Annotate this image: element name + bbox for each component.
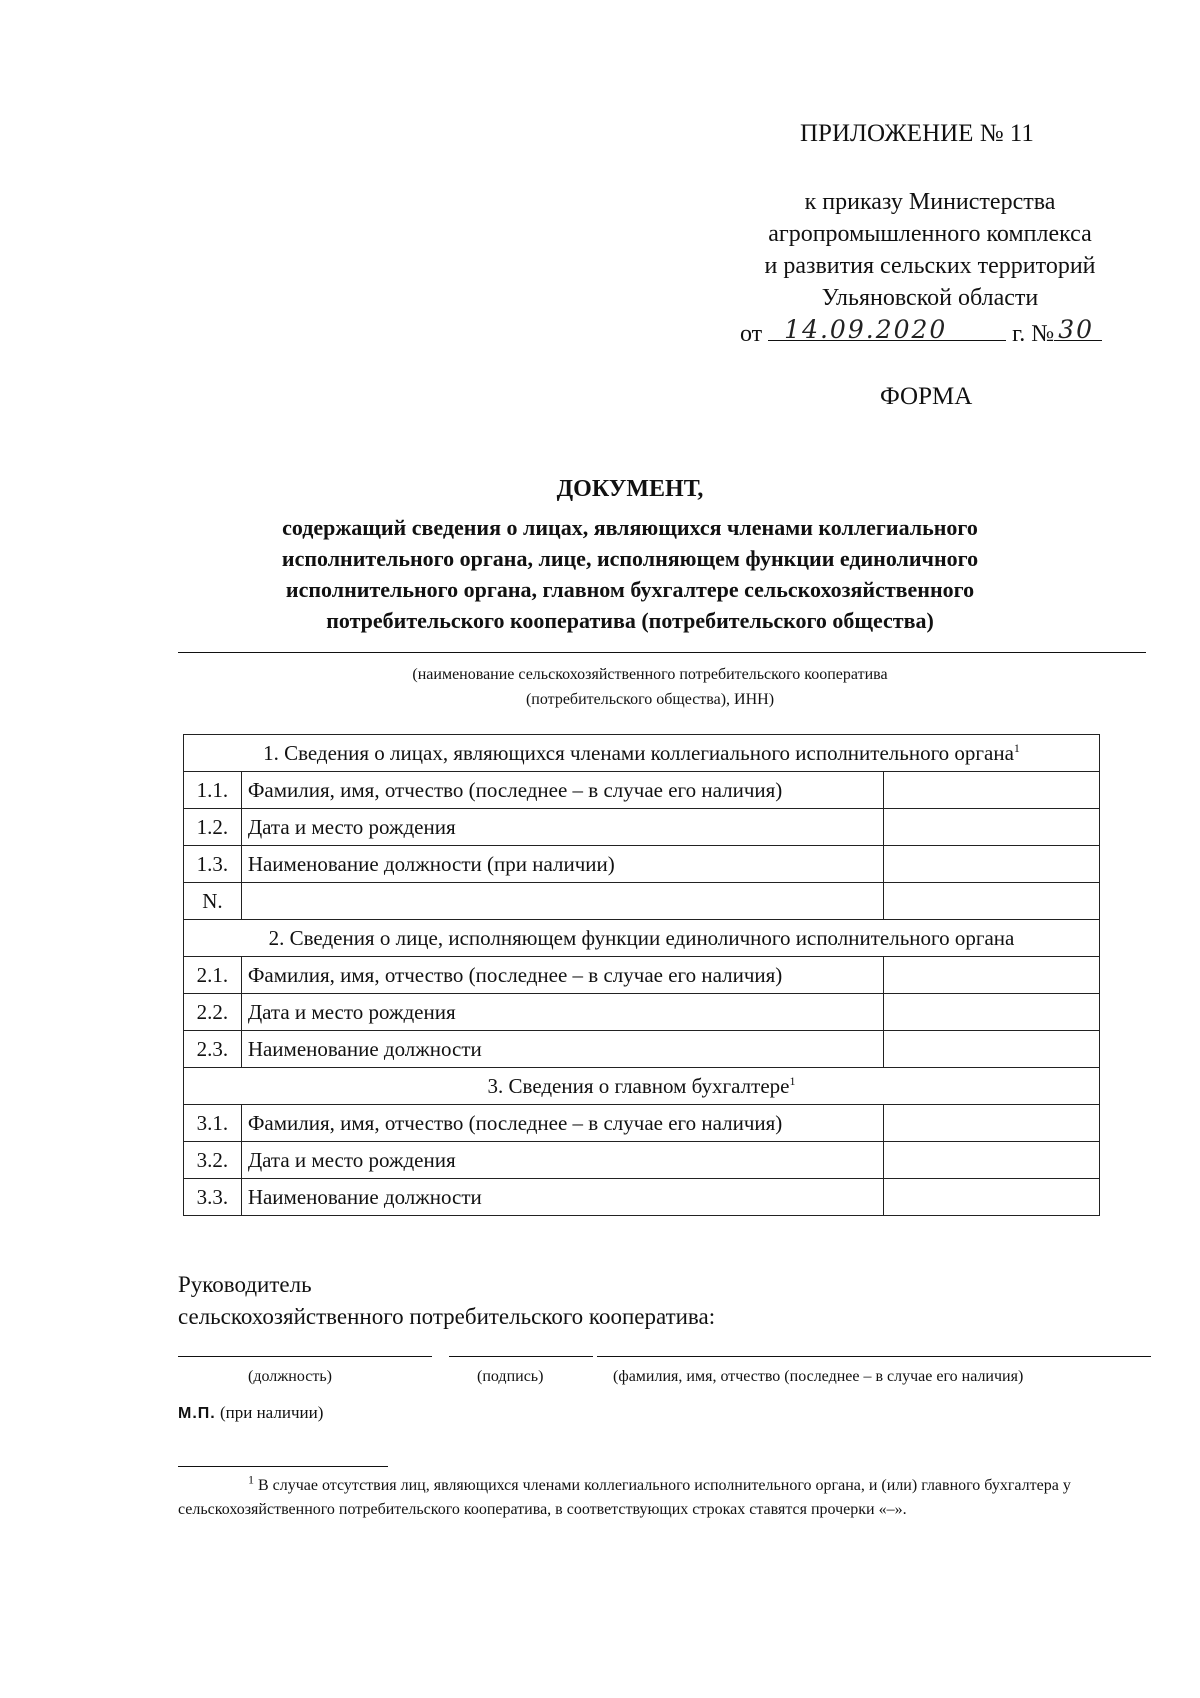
- table-row: [184, 846, 1100, 883]
- row-number: 2.1.: [184, 957, 242, 994]
- row-number: N.: [184, 883, 242, 920]
- section-title: 3. Сведения о главном бухгалтере$^1$: [184, 1068, 1100, 1105]
- section-title: 2. Сведения о лице, исполняющем функции единоличного исполнительного органа: [184, 920, 1100, 957]
- order-line: и развития сельских территорий: [764, 253, 1096, 279]
- value-cell[interactable]: [883, 994, 1099, 1031]
- footnote: [178, 1474, 1158, 1522]
- table-row: [184, 957, 1100, 994]
- row-label: Дата и место рождения: [241, 809, 883, 846]
- row-number: 3.3.: [184, 1179, 242, 1216]
- table-row: [184, 1031, 1100, 1068]
- order-reference: [720, 186, 1140, 314]
- section-header-row: [184, 735, 1100, 772]
- stamp-place: [178, 1403, 323, 1423]
- caption-line: (потребительского общества), ИНН): [525, 691, 775, 708]
- row-label: Фамилия, имя, отчество (последнее – в случае его наличия): [241, 957, 883, 994]
- row-label: Фамилия, имя, отчество (последнее – в случае его наличия): [241, 1105, 883, 1142]
- row-number: 3.2.: [184, 1142, 242, 1179]
- table-row: [184, 772, 1100, 809]
- row-number: 1.3.: [184, 846, 242, 883]
- section-header-row: [184, 1068, 1100, 1105]
- footnote-mark: 1: [248, 1472, 254, 1487]
- table-row: [184, 883, 1100, 920]
- row-label: Наименование должности: [241, 1179, 883, 1216]
- order-date-line: [740, 314, 1102, 348]
- row-number: 3.1.: [184, 1105, 242, 1142]
- subtitle-line: исполнительного органа, главном бухгалтере сельскохозяйственного: [285, 577, 975, 602]
- number-field: [1054, 314, 1102, 344]
- value-cell[interactable]: [883, 1142, 1099, 1179]
- value-cell[interactable]: [883, 1105, 1099, 1142]
- position-caption: (должность): [248, 1368, 332, 1385]
- table-row: [184, 1179, 1100, 1216]
- date-field: [768, 314, 1006, 344]
- value-cell[interactable]: [883, 809, 1099, 846]
- value-cell[interactable]: [883, 1179, 1099, 1216]
- handwritten-date: 14.09.2020: [784, 315, 948, 344]
- row-label: Дата и место рождения: [241, 994, 883, 1031]
- row-number: 1.1.: [184, 772, 242, 809]
- head-organization: сельскохозяйственного потребительского кооператива:: [178, 1304, 716, 1329]
- head-title: Руководитель: [178, 1272, 312, 1297]
- row-label: Наименование должности: [241, 1031, 883, 1068]
- full-name-line: [597, 1356, 1151, 1357]
- handwritten-number: 30: [1058, 315, 1095, 344]
- caption-line: (наименование сельскохозяйственного потребительского кооператива: [412, 666, 888, 683]
- organization-name-caption: [330, 662, 970, 712]
- table-row: [184, 1142, 1100, 1179]
- stamp-abbreviation: М.П.: [178, 1405, 216, 1422]
- footnote-ref: 1: [789, 1073, 796, 1088]
- full-name-caption: (фамилия, имя, отчество (последнее – в случае его наличия): [613, 1368, 1024, 1385]
- signature-caption: (подпись): [477, 1368, 544, 1385]
- position-signature-line: [178, 1356, 432, 1357]
- subtitle-line: исполнительного органа, лице, исполняющем функции единоличного: [281, 546, 979, 571]
- information-table: [183, 734, 1100, 1216]
- date-prefix: от: [740, 321, 763, 347]
- table-row: [184, 809, 1100, 846]
- value-cell[interactable]: [883, 772, 1099, 809]
- document-title: ДОКУМЕНТ,: [556, 476, 704, 502]
- year-number-label: г. №: [1012, 321, 1055, 347]
- footnote-text: В случае отсутствия лиц, являющихся членами коллегиального исполнительного органа, и (или) главного бухгалтера у сельскохозяйственного потребительского кооператива, в соответствующих строках ставятся прочерки «–».: [178, 1477, 1071, 1518]
- footnote-separator: [178, 1466, 388, 1467]
- section-header-row: [184, 920, 1100, 957]
- row-label: [241, 883, 883, 920]
- table-row: [184, 1105, 1100, 1142]
- row-number: 2.2.: [184, 994, 242, 1031]
- row-number: 1.2.: [184, 809, 242, 846]
- stamp-note: (при наличии): [219, 1403, 324, 1422]
- row-label: Наименование должности (при наличии): [241, 846, 883, 883]
- value-cell[interactable]: [883, 957, 1099, 994]
- order-line: к приказу Министерства: [804, 189, 1056, 215]
- document-subtitle: [150, 512, 1110, 636]
- row-number: 2.3.: [184, 1031, 242, 1068]
- signature-line: [449, 1356, 593, 1357]
- value-cell[interactable]: [883, 1031, 1099, 1068]
- row-label: Дата и место рождения: [241, 1142, 883, 1179]
- row-label: Фамилия, имя, отчество (последнее – в случае его наличия): [241, 772, 883, 809]
- value-cell[interactable]: [883, 846, 1099, 883]
- form-label: ФОРМА: [880, 383, 973, 410]
- organization-name-line: [178, 652, 1146, 653]
- order-line: агропромышленного комплекса: [768, 221, 1092, 247]
- subtitle-line: потребительского кооператива (потребительского общества): [326, 608, 934, 633]
- footnote-ref: 1: [1013, 740, 1020, 755]
- value-cell[interactable]: [883, 883, 1099, 920]
- section-title: 1. Сведения о лицах, являющихся членами коллегиального исполнительного органа$^1$: [184, 735, 1100, 772]
- appendix-title: ПРИЛОЖЕНИЕ № 11: [800, 120, 1034, 147]
- order-line: Ульяновской области: [821, 285, 1039, 311]
- subtitle-line: содержащий сведения о лицах, являющихся членами коллегиального: [282, 515, 978, 540]
- table-row: [184, 994, 1100, 1031]
